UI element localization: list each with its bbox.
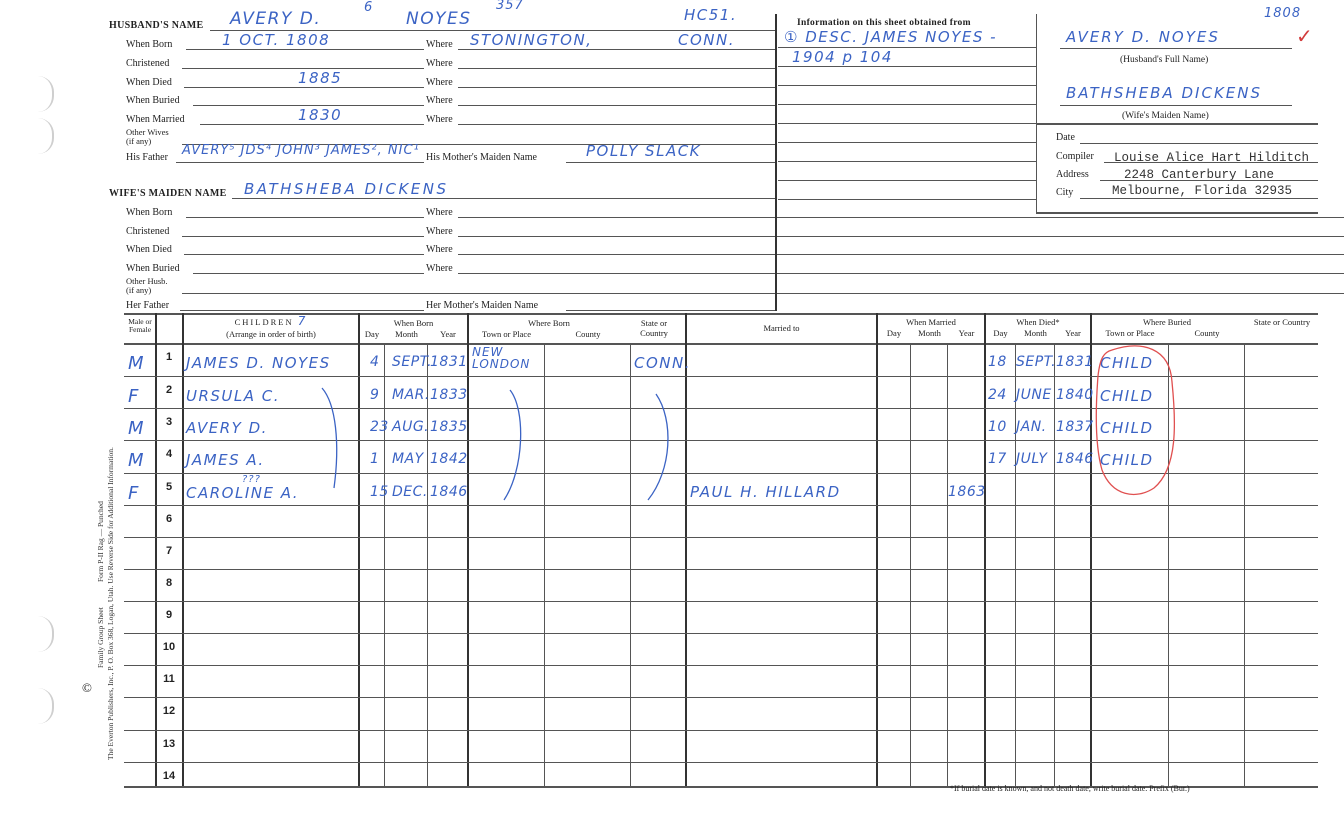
child-d-year: 1837 <box>1056 419 1094 435</box>
child-spouse: PAUL H. HILLARD <box>690 483 841 501</box>
husband-father-label: His Father <box>126 152 168 163</box>
husband-born-where: STONINGTON, <box>470 31 593 49</box>
row-divider <box>124 601 1318 602</box>
city-value: Melbourne, Florida 32935 <box>1112 184 1293 198</box>
child-name: JAMES D. NOYES <box>186 354 331 372</box>
header-born-day: Day <box>364 329 380 339</box>
row-divider <box>124 762 1318 763</box>
child-town: NEW LONDON <box>472 345 531 371</box>
where-label: Where <box>426 226 453 237</box>
child-sex: M <box>128 450 146 471</box>
child-d-year: 1840 <box>1056 387 1094 403</box>
child-month: SEPT. <box>392 354 433 370</box>
city-label: City <box>1056 187 1074 198</box>
row-number: 5 <box>165 481 173 493</box>
other-husb-ifany: (if any) <box>126 285 152 295</box>
where-label: Where <box>426 244 453 255</box>
child-year: 1835 <box>430 419 468 435</box>
header-buried-state: State or Country <box>1253 317 1311 327</box>
address-label: Address <box>1056 169 1089 180</box>
child-year: 1831 <box>430 354 468 370</box>
row-number: 14 <box>162 770 176 782</box>
child-m-year: 1863 <box>948 484 986 500</box>
husband-married: 1830 <box>298 106 343 124</box>
husband-surname: NOYES <box>406 9 472 29</box>
husband-mother: POLLY SLACK <box>586 142 702 160</box>
husband-ref-number: 357 <box>496 0 524 13</box>
husband-superscript: 6 <box>364 0 374 15</box>
row-number: 9 <box>165 609 173 621</box>
child-year: 1833 <box>430 387 468 403</box>
child-name: JAMES A. <box>186 451 265 469</box>
child-name: URSULA C. <box>186 387 281 405</box>
child-day: 1 <box>370 451 380 467</box>
footnote: *If burial date is known, and not death date, write burial date. Prefix (Bur.) <box>950 784 1190 793</box>
header-married-to: Married to <box>763 323 800 333</box>
child-month: AUG. <box>392 419 430 435</box>
row-number: 8 <box>165 577 173 589</box>
child-d-month: SEPT. <box>1016 354 1057 370</box>
husband-caption: (Husband's Full Name) <box>1120 55 1209 65</box>
child-sex: M <box>128 353 146 374</box>
child-d-day: 24 <box>988 387 1007 403</box>
row-number: 12 <box>162 705 176 717</box>
child-year: 1846 <box>430 484 468 500</box>
child-d-day: 10 <box>988 419 1007 435</box>
check-mark: ✓ <box>1296 26 1313 48</box>
child-day: 4 <box>370 354 380 370</box>
row-divider <box>124 537 1318 538</box>
header-married-year: Year <box>958 328 975 338</box>
row-number: 7 <box>165 545 173 557</box>
child-d-year: 1831 <box>1056 354 1094 370</box>
summary-husband-name: AVERY D. NOYES <box>1066 28 1220 46</box>
header-buried-town: Town or Place <box>1105 328 1155 338</box>
row-divider <box>124 633 1318 634</box>
wife-christened-label: Christened <box>126 226 170 237</box>
child-buried: CHILD <box>1100 419 1154 437</box>
other-husb-label: Other Husb. <box>126 276 168 286</box>
info-source-2: 1904 p 104 <box>792 48 893 66</box>
name-brace <box>316 384 346 494</box>
husband-died: 1885 <box>298 69 343 87</box>
info-heading: Information on this sheet obtained from <box>797 18 971 28</box>
husband-born: 1 OCT. 1808 <box>222 31 331 49</box>
header-died-day: Day <box>993 328 1008 338</box>
header-born-month: Month <box>395 329 418 339</box>
publisher-side: The Everton Publishers, Inc., P. O. Box 368, Logan, Utah. Use Reverse Side for Additional Information. <box>106 447 115 760</box>
copyright-symbol: © <box>82 680 92 695</box>
where-label: Where <box>426 114 453 125</box>
husband-father: AVERY⁵ JDS⁴ JOHN³ JAMES², NIC¹ <box>182 143 420 158</box>
child-buried: CHILD <box>1100 354 1154 372</box>
wife-died-label: When Died <box>126 244 172 255</box>
wife-father-label: Her Father <box>126 300 170 311</box>
child-sex: M <box>128 418 146 439</box>
child-d-month: JAN. <box>1016 419 1047 435</box>
child-state: CONN. <box>634 354 691 372</box>
row-number: 1 <box>165 351 173 363</box>
other-wives-label: Other Wives <box>126 127 169 137</box>
binder-hole <box>38 76 54 112</box>
header-when-married: When Married <box>906 317 956 327</box>
wife-mother-label: Her Mother's Maiden Name <box>426 300 539 311</box>
wife-name-label: WIFE'S MAIDEN NAME <box>109 188 227 199</box>
child-d-month: JULY <box>1016 451 1048 467</box>
where-label: Where <box>426 95 453 106</box>
row-number: 6 <box>165 513 173 525</box>
form-number-side: Form P-II Rag — Punched <box>96 501 105 582</box>
row-divider <box>124 665 1318 666</box>
header-where-born: Where Born <box>528 318 570 328</box>
child-day: 9 <box>370 387 380 403</box>
row-number: 10 <box>162 641 176 653</box>
child-d-day: 17 <box>988 451 1007 467</box>
wife-born-label: When Born <box>126 207 173 218</box>
header-born-state: State or Country <box>640 318 668 338</box>
where-label: Where <box>426 207 453 218</box>
husband-code: HC51. <box>684 6 738 24</box>
child-day: 15 <box>370 484 389 500</box>
where-label: Where <box>426 263 453 274</box>
header-married-day: Day <box>886 328 902 338</box>
child-d-year: 1846 <box>1056 451 1094 467</box>
row-number: 11 <box>163 673 175 685</box>
date-label: Date <box>1056 132 1075 143</box>
husband-name: AVERY D. <box>230 9 322 29</box>
where-label: Where <box>426 58 453 69</box>
child-month: MAY <box>392 451 424 467</box>
husband-name-label: HUSBAND'S NAME <box>109 20 204 31</box>
child-note: ??? <box>242 474 261 485</box>
child-buried: CHILD <box>1100 387 1154 405</box>
header-born-county: County <box>575 329 601 339</box>
header-died-month: Month <box>1024 328 1047 338</box>
wife-buried-label: When Buried <box>126 263 180 274</box>
burial-circle <box>1092 342 1178 498</box>
header-married-month: Month <box>918 328 941 338</box>
husband-christened-label: Christened <box>126 58 170 69</box>
husband-born-state: CONN. <box>678 31 735 49</box>
header-children-text: CHILDREN <box>234 317 294 327</box>
husband-mother-label: His Mother's Maiden Name <box>426 152 537 163</box>
header-born-town: Town or Place <box>482 329 531 339</box>
other-wives-ifany: (if any) <box>126 136 152 146</box>
summary-year: 1808 <box>1264 6 1302 21</box>
compiler-name: Louise Alice Hart Hilditch <box>1114 151 1310 165</box>
child-sex: F <box>128 386 140 407</box>
header-children-sub: (Arrange in order of birth) <box>226 329 316 339</box>
form-title-side: Family Group Sheet <box>96 607 105 668</box>
row-divider <box>124 730 1318 731</box>
header-when-died: When Died* <box>1016 317 1060 327</box>
header-buried-county: County <box>1194 328 1220 338</box>
header-died-year: Year <box>1065 328 1081 338</box>
wife-name: BATHSHEBA DICKENS <box>244 180 449 198</box>
child-d-month: JUNE <box>1016 387 1052 403</box>
header-when-born: When Born <box>393 318 434 328</box>
header-children <box>184 316 358 328</box>
compiler-label: Compiler <box>1056 151 1094 162</box>
row-number: 13 <box>162 738 176 750</box>
child-year: 1842 <box>430 451 468 467</box>
row-number: 3 <box>165 416 173 428</box>
row-divider <box>124 569 1318 570</box>
child-name: CAROLINE A. <box>186 484 300 502</box>
child-month: DEC. <box>392 484 428 500</box>
row-divider <box>124 505 1318 506</box>
child-day: 23 <box>370 419 389 435</box>
address-value: 2248 Canterbury Lane <box>1124 168 1275 182</box>
info-source-1: ① DESC. JAMES NOYES - <box>784 28 998 46</box>
binder-hole <box>38 118 54 154</box>
husband-married-label: When Married <box>126 114 185 125</box>
row-number: 2 <box>165 384 173 396</box>
husband-buried-label: When Buried <box>126 95 180 106</box>
row-divider <box>124 697 1318 698</box>
child-name: AVERY D. <box>186 419 268 437</box>
wife-caption: (Wife's Maiden Name) <box>1122 111 1209 121</box>
husband-born-label: When Born <box>126 39 173 50</box>
child-d-day: 18 <box>988 354 1007 370</box>
child-buried: CHILD <box>1100 451 1154 469</box>
header-sex: Male or Female <box>128 317 152 334</box>
binder-hole <box>38 688 54 724</box>
binder-hole <box>38 616 54 652</box>
row-number: 4 <box>165 448 173 460</box>
header-children-count: 7 <box>297 314 308 328</box>
husband-died-label: When Died <box>126 77 172 88</box>
header-born-year: Year <box>440 329 456 339</box>
where-label: Where <box>426 77 453 88</box>
header-where-buried: Where Buried <box>1143 317 1191 327</box>
child-month: MAR. <box>392 387 430 403</box>
child-sex: F <box>128 483 140 504</box>
where-label: Where <box>426 39 453 50</box>
ditto-marks <box>490 380 680 510</box>
summary-wife-name: BATHSHEBA DICKENS <box>1066 84 1263 102</box>
